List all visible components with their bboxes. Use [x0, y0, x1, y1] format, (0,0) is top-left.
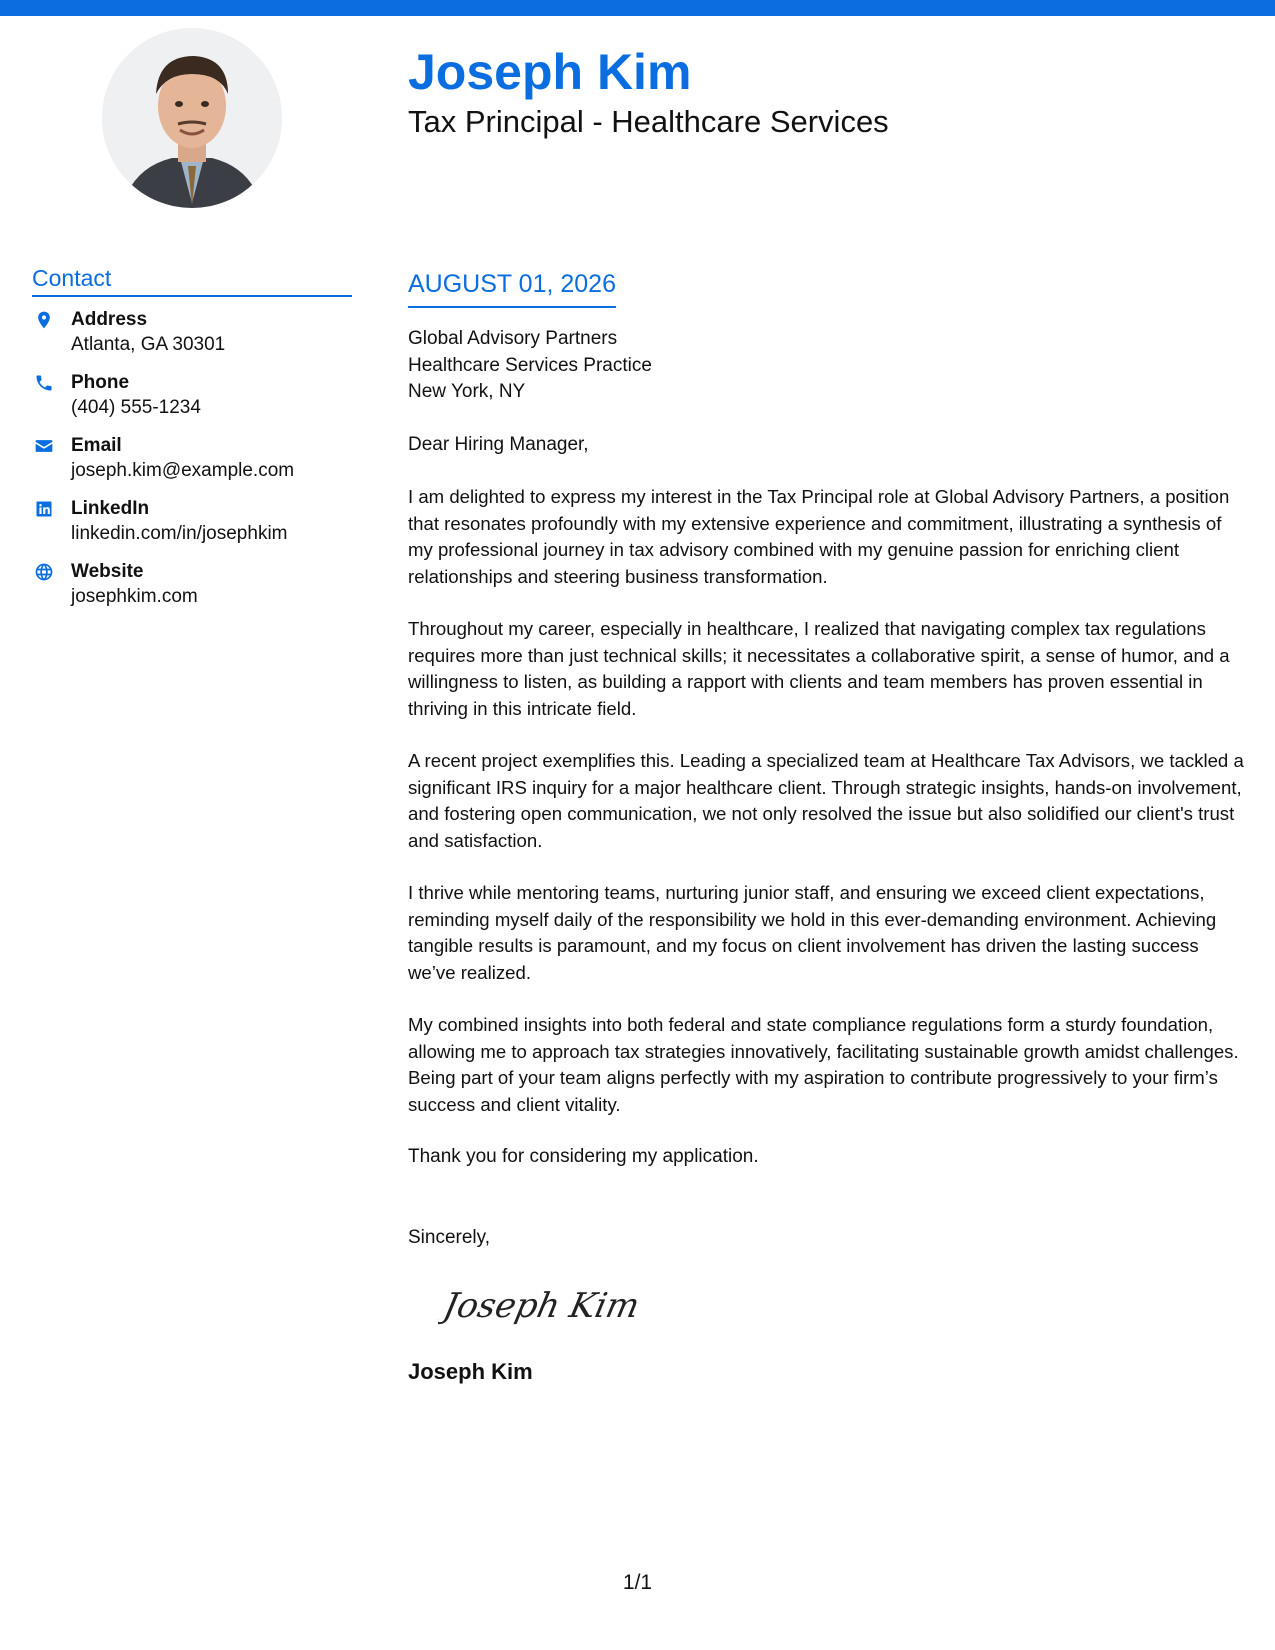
- applicant-title: Tax Principal - Healthcare Services: [408, 104, 889, 139]
- applicant-name: Joseph Kim: [408, 44, 692, 100]
- recipient-line: Healthcare Services Practice: [408, 354, 652, 376]
- body-paragraph: My combined insights into both federal and state compliance regulations form a sturdy foundation, allowing me to approach tax strategies innovatively, facilitating sustainable growth amidst challenges. Being part of your team aligns perfectly with my aspiration to contribute progressively to your firm’s success and client vitality.: [408, 1014, 1239, 1115]
- salutation: Dear Hiring Manager,: [408, 433, 589, 455]
- contact-value: joseph.kim@example.com: [71, 460, 295, 481]
- map-pin-icon: [34, 310, 54, 330]
- envelope-icon: [34, 436, 54, 456]
- contact-item-email: [32, 433, 352, 483]
- contact-heading: Contact: [32, 262, 352, 297]
- contact-label: LinkedIn: [71, 498, 150, 519]
- phone-icon: [34, 373, 54, 393]
- profile-photo: [102, 28, 282, 208]
- contact-value: josephkim.com: [71, 586, 198, 607]
- linkedin-icon: [34, 499, 54, 519]
- contact-sidebar: [32, 262, 352, 622]
- signature-text: Joseph Kim: [439, 1286, 643, 1326]
- handwritten-signature: [438, 1269, 668, 1337]
- contact-label: Address: [71, 309, 148, 330]
- signer-name: Joseph Kim: [408, 1359, 533, 1384]
- contact-label: Email: [71, 435, 122, 456]
- body-paragraph: A recent project exemplifies this. Leading a specialized team at Healthcare Tax Advisors, we tackled a significant IRS inquiry for a major healthcare client. Through strategic insights, hands-on involvement, and fostering open communication, we not only resolved the issue but also solidified our client's trust and satisfaction.: [408, 750, 1244, 851]
- body-paragraph: Throughout my career, especially in healthcare, I realized that navigating complex tax regulations requires more than just technical skills; it necessitates a collaborative spirit, a sense of humor, and a willingness to listen, as building a rapport with clients and team members has proven essential in thriving in this intricate field.: [408, 618, 1230, 719]
- top-accent-bar: [0, 0, 1275, 16]
- contact-value: Atlanta, GA 30301: [71, 334, 226, 355]
- thank-you-line: Thank you for considering my application.: [408, 1146, 759, 1167]
- letter-date: AUGUST 01, 2026: [408, 264, 616, 308]
- body-paragraph: I am delighted to express my interest in the Tax Principal role at Global Advisory Partners, a position that resonates profoundly with my extensive experience and commitment, illustrating a synthesis of my professional journey in tax advisory combined with my genuine passion for enriching client relationships and steering business transformation.: [408, 486, 1230, 587]
- globe-icon: [34, 562, 54, 582]
- page-number: 1/1: [622, 1571, 653, 1594]
- contact-item-address: [32, 307, 352, 357]
- contact-label: Phone: [71, 372, 130, 393]
- contact-item-website: [32, 559, 352, 609]
- recipient-block: [408, 326, 1248, 406]
- body-paragraph: I thrive while mentoring teams, nurturing junior staff, and ensuring we exceed client expectations, reminding myself daily of the responsibility we hold in this ever-demanding environment. Achieving tangible results is paramount, and my focus on client involvement has driven the lasting success we’ve realized.: [408, 882, 1217, 983]
- letter-body: [408, 264, 1248, 1387]
- contact-item-linkedin: [32, 496, 352, 546]
- recipient-line: Global Advisory Partners: [408, 328, 618, 349]
- recipient-line: New York, NY: [408, 381, 526, 402]
- contact-label: Website: [71, 561, 144, 582]
- contact-value: linkedin.com/in/josephkim: [71, 523, 288, 544]
- contact-item-phone: [32, 370, 352, 420]
- contact-value: (404) 555-1234: [71, 397, 201, 418]
- closing: Sincerely,: [408, 1226, 491, 1248]
